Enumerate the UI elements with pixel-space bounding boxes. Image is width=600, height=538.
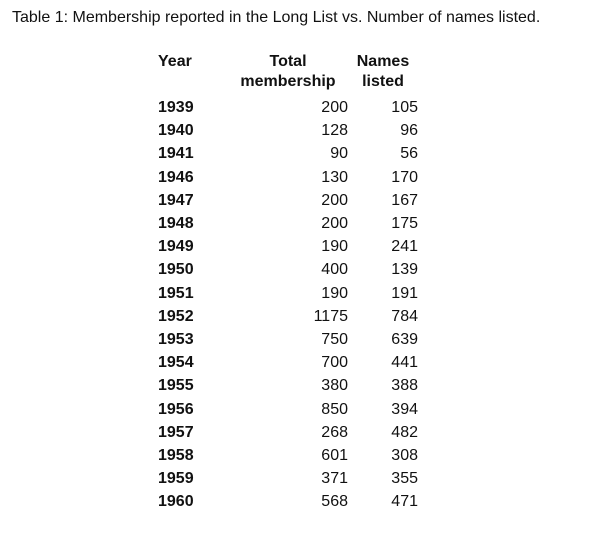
year-cell: 1953 [158, 331, 194, 349]
table-body [158, 96, 418, 514]
total-membership-cell: 400 [321, 261, 348, 279]
names-listed-cell: 639 [391, 331, 418, 349]
total-membership-cell: 268 [321, 423, 348, 441]
total-membership-cell: 200 [321, 191, 348, 209]
year-cell: 1952 [158, 307, 194, 325]
year-cell: 1954 [158, 354, 194, 372]
total-membership-cell: 850 [321, 400, 348, 418]
year-cell: 1940 [158, 122, 194, 140]
names-listed-cell: 355 [391, 470, 418, 488]
table-row [158, 351, 418, 374]
table-row [158, 189, 418, 212]
total-membership-cell: 190 [321, 238, 348, 256]
year-cell: 1941 [158, 145, 194, 163]
total-membership-cell: 371 [321, 470, 348, 488]
table-row [158, 235, 418, 258]
table-row [158, 490, 418, 513]
header-names-line2: listed [362, 73, 404, 90]
year-cell: 1950 [158, 261, 194, 279]
names-listed-cell: 105 [391, 99, 418, 116]
table-row [158, 166, 418, 189]
year-cell: 1949 [158, 238, 194, 256]
table-row [158, 305, 418, 328]
header-total-line2: membership [240, 73, 336, 90]
year-cell: 1958 [158, 447, 194, 465]
year-cell: 1959 [158, 470, 194, 488]
header-total-line1: Total [269, 53, 307, 70]
table-row [158, 421, 418, 444]
names-listed-cell: 482 [391, 423, 418, 441]
names-listed-cell: 241 [391, 238, 418, 256]
table-row [158, 96, 418, 119]
total-membership-cell: 130 [321, 168, 348, 186]
names-listed-cell: 308 [391, 447, 418, 465]
names-listed-cell: 175 [391, 215, 418, 233]
total-membership-cell: 200 [321, 99, 348, 116]
table-row [158, 467, 418, 490]
year-cell: 1948 [158, 215, 194, 233]
table-row [158, 282, 418, 305]
table-row [158, 374, 418, 397]
names-listed-cell: 471 [391, 493, 418, 511]
names-listed-cell: 139 [391, 261, 418, 279]
header-total-membership [228, 52, 348, 96]
table-caption: Table 1: Membership reported in the Long List vs. Number of names listed. [12, 9, 541, 26]
total-membership-cell: 1175 [313, 307, 348, 325]
total-membership-cell: 380 [321, 377, 348, 395]
total-membership-cell: 700 [321, 354, 348, 372]
names-listed-cell: 784 [391, 307, 418, 325]
table-row [158, 444, 418, 467]
membership-table [158, 52, 418, 514]
year-cell: 1956 [158, 400, 194, 418]
year-cell: 1939 [158, 99, 194, 116]
total-membership-cell: 190 [321, 284, 348, 302]
total-membership-cell: 750 [321, 331, 348, 349]
total-membership-cell: 601 [321, 447, 348, 465]
names-listed-cell: 167 [391, 191, 418, 209]
names-listed-cell: 56 [400, 145, 418, 163]
year-cell: 1946 [158, 168, 194, 186]
table-row [158, 119, 418, 142]
header-names-listed [348, 52, 418, 96]
table-row [158, 212, 418, 235]
table-row [158, 258, 418, 281]
names-listed-cell: 394 [391, 400, 418, 418]
table-row [158, 142, 418, 165]
table-row [158, 328, 418, 351]
total-membership-cell: 568 [321, 493, 348, 511]
year-cell: 1957 [158, 423, 194, 441]
total-membership-cell: 90 [330, 145, 348, 163]
table-header-row [158, 52, 418, 96]
names-listed-cell: 170 [391, 168, 418, 186]
table-row [158, 398, 418, 421]
header-year: Year [158, 53, 192, 70]
names-listed-cell: 191 [391, 284, 418, 302]
names-listed-cell: 388 [391, 377, 418, 395]
names-listed-cell: 441 [391, 354, 418, 372]
header-names-line1: Names [356, 53, 410, 70]
year-cell: 1951 [158, 284, 194, 302]
year-cell: 1947 [158, 191, 194, 209]
names-listed-cell: 96 [400, 122, 418, 140]
year-cell: 1960 [158, 493, 194, 511]
total-membership-cell: 200 [321, 215, 348, 233]
year-cell: 1955 [158, 377, 194, 395]
total-membership-cell: 128 [321, 122, 348, 140]
